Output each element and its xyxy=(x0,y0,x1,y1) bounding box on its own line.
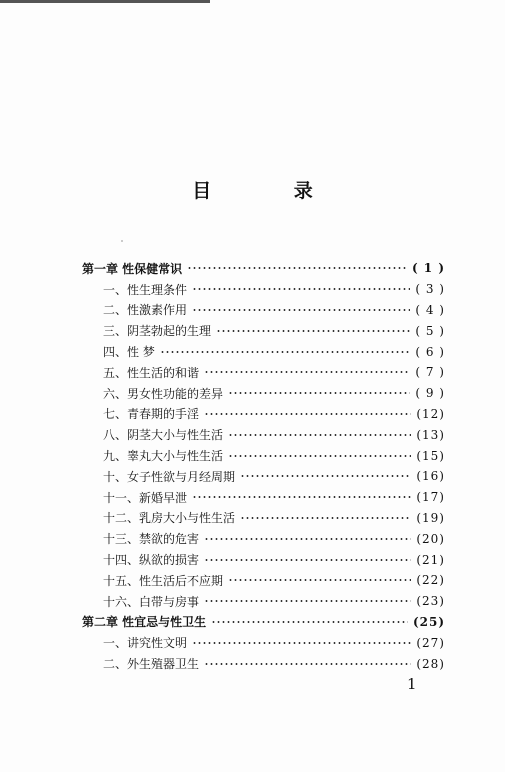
page-title: 目 录 xyxy=(192,180,351,202)
toc-entry-label: 七、青春期的手淫 xyxy=(103,407,200,422)
dot-leader xyxy=(240,517,411,519)
dot-leader xyxy=(204,663,411,665)
toc-section-entry xyxy=(82,528,445,549)
toc-section-entry xyxy=(82,341,445,362)
toc-section-entry xyxy=(82,424,445,445)
toc-entry-label: 三、阴茎勃起的生理 xyxy=(103,324,212,339)
toc-entry-page: (19) xyxy=(416,510,445,525)
dot-leader xyxy=(240,475,411,477)
dot-leader xyxy=(204,371,410,373)
toc-entry-page: ( 9 ) xyxy=(415,386,445,401)
dot-leader xyxy=(160,351,411,353)
toc-section-entry xyxy=(82,570,445,591)
toc-section-entry xyxy=(82,383,445,404)
toc-entry-label: 六、男女性功能的差异 xyxy=(103,386,224,401)
toc-section-entry xyxy=(82,362,445,383)
speck xyxy=(121,240,123,242)
toc-entry-label: 十六、白带与房事 xyxy=(103,594,200,609)
toc-entry-label: 十四、纵欲的损害 xyxy=(103,553,200,568)
dot-leader xyxy=(204,413,411,415)
toc-entry-label: 八、阴茎大小与性生活 xyxy=(103,428,224,443)
toc-entry-label: 一、讲究性文明 xyxy=(103,636,188,651)
toc-entry-label: 十二、乳房大小与性生活 xyxy=(103,511,236,526)
toc-entry-page: (16) xyxy=(416,469,445,484)
toc-entry-label: 四、性 梦 xyxy=(103,345,155,360)
toc-entry-label: 二、外生殖器卫生 xyxy=(103,657,200,672)
toc-entry-label: 一、性生理条件 xyxy=(103,282,188,297)
page-number: 1 xyxy=(407,675,417,693)
toc-entry-page: (28) xyxy=(416,656,445,671)
toc-section-entry xyxy=(82,320,445,341)
toc-chapter-entry xyxy=(82,258,445,279)
toc-section-entry xyxy=(82,445,445,466)
toc-section-entry xyxy=(82,279,445,300)
toc-entry-label: 九、睾丸大小与性生活 xyxy=(103,449,224,464)
toc-entry-page: (20) xyxy=(416,531,445,546)
top-rule xyxy=(0,0,210,3)
dot-leader xyxy=(228,434,411,436)
toc-entry-label: 二、性激素作用 xyxy=(103,303,188,318)
toc-section-entry xyxy=(82,549,445,570)
toc-entry-page: ( 3 ) xyxy=(415,282,445,297)
dot-leader xyxy=(192,496,411,498)
toc-entry-page: ( 7 ) xyxy=(415,365,445,380)
dot-leader xyxy=(216,330,410,332)
toc-entry-page: ( 6 ) xyxy=(415,344,445,359)
dot-leader xyxy=(211,621,408,623)
dot-leader xyxy=(228,579,411,581)
dot-leader xyxy=(228,392,410,394)
toc-entry-label: 十一、新婚早泄 xyxy=(103,490,188,505)
toc-section-entry xyxy=(82,632,445,653)
dot-leader xyxy=(228,455,411,457)
dot-leader xyxy=(192,309,410,311)
dot-leader xyxy=(204,600,411,602)
toc-section-entry xyxy=(82,591,445,612)
toc-entry-page: (15) xyxy=(416,448,445,463)
toc-entry-label: 十三、禁欲的危害 xyxy=(103,532,200,547)
toc-entry-page: (17) xyxy=(416,490,445,505)
dot-leader xyxy=(192,642,411,644)
toc-entry-label: 五、性生活的和谐 xyxy=(103,365,200,380)
toc-entry-label: 十五、性生活后不应期 xyxy=(103,573,224,588)
toc-section-entry xyxy=(82,404,445,425)
toc-section-entry xyxy=(82,653,445,674)
toc-entry-page: (25) xyxy=(412,614,445,629)
toc-entry-page: ( 4 ) xyxy=(415,302,445,317)
toc-section-entry xyxy=(82,300,445,321)
toc-entry-page: (22) xyxy=(416,573,445,588)
toc-entry-label: 十、女子性欲与月经周期 xyxy=(103,469,236,484)
toc-entry-page: (27) xyxy=(416,635,445,650)
dot-leader xyxy=(204,538,411,540)
toc-section-entry xyxy=(82,508,445,529)
toc-entry-page: (12) xyxy=(416,406,445,421)
dot-leader xyxy=(187,267,407,269)
dot-leader xyxy=(204,559,411,561)
toc-entry-page: (23) xyxy=(416,594,445,609)
toc-entry-label: 第一章 性保健常识 xyxy=(82,261,183,276)
toc-chapter-entry xyxy=(82,612,445,633)
dot-leader xyxy=(192,288,410,290)
toc-entry-page: ( 5 ) xyxy=(415,323,445,338)
toc-entry-page: ( 1 ) xyxy=(411,261,445,276)
toc-entry-label: 第二章 性宜忌与性卫生 xyxy=(82,615,207,630)
toc-entry-page: (13) xyxy=(416,427,445,442)
toc-section-entry xyxy=(82,466,445,487)
toc-section-entry xyxy=(82,487,445,508)
toc-entry-page: (21) xyxy=(416,552,445,567)
table-of-contents xyxy=(82,258,445,674)
